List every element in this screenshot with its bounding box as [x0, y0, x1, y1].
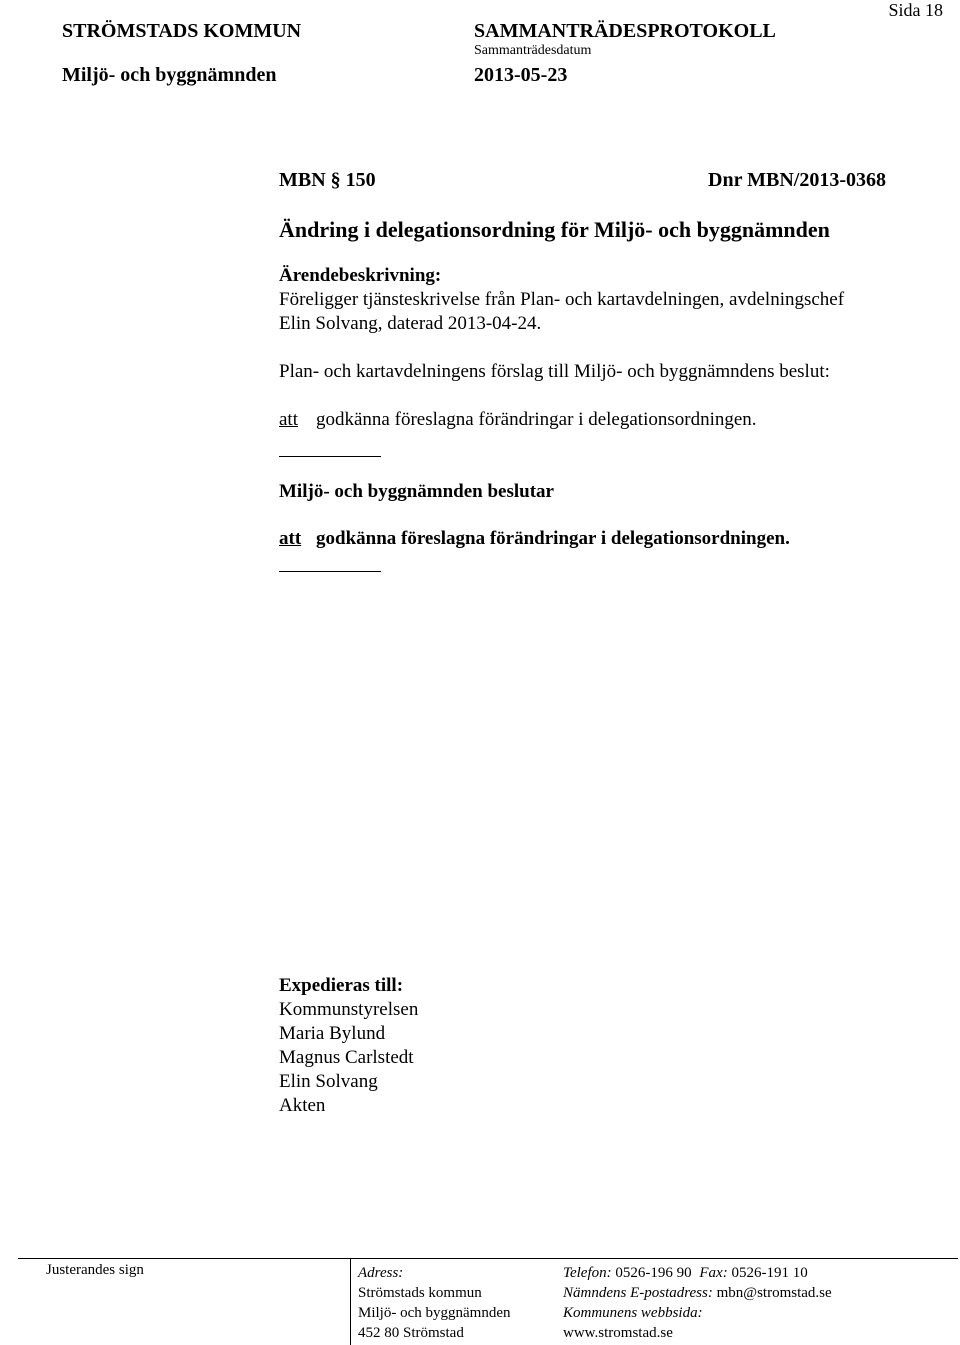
contact-line-email	[563, 1285, 832, 1302]
proposal-intro: Plan- och kartavdelningens förslag till Miljö- och byggnämndens beslut:	[279, 361, 830, 382]
recipient: Kommunstyrelsen	[279, 999, 419, 1020]
committee-name: Miljö- och byggnämnden	[62, 64, 277, 86]
proposal-text: godkänna föreslagna förändringar i delegationsordningen.	[316, 409, 757, 430]
footer-rule	[18, 1258, 958, 1259]
address-label: Adress:	[358, 1265, 404, 1281]
recipient: Elin Solvang	[279, 1071, 378, 1092]
address-line: Miljö- och byggnämnden	[358, 1305, 511, 1321]
recipient: Maria Bylund	[279, 1023, 386, 1044]
description-line-2: Elin Solvang, daterad 2013-04-24.	[279, 313, 542, 334]
separator-line	[279, 456, 381, 457]
date-label: Sammanträdesdatum	[474, 43, 592, 58]
decision-heading: Miljö- och byggnämnden beslutar	[279, 481, 554, 502]
case-dnr: Dnr MBN/2013-0368	[708, 169, 886, 191]
phone-label: Telefon:	[563, 1265, 612, 1281]
footer-divider	[350, 1258, 351, 1345]
decision-att: att	[279, 528, 302, 549]
separator-line	[279, 571, 381, 572]
description-heading: Ärendebeskrivning:	[279, 265, 442, 286]
address-line: 452 80 Strömstad	[358, 1325, 464, 1341]
web-label: Kommunens webbsida:	[563, 1305, 703, 1321]
municipality-name: STRÖMSTADS KOMMUN	[62, 20, 302, 42]
protocol-title: SAMMANTRÄDESPROTOKOLL	[474, 20, 776, 42]
case-title: Ändring i delegationsordning för Miljö- och byggnämnden	[279, 217, 830, 242]
email-label: Nämndens E-postadress:	[563, 1285, 713, 1301]
fax-label: Fax:	[699, 1265, 728, 1281]
recipient: Magnus Carlstedt	[279, 1047, 414, 1068]
web-link[interactable]: www.stromstad.se	[563, 1325, 673, 1341]
email-value[interactable]: mbn@stromstad.se	[716, 1285, 832, 1301]
case-number: MBN § 150	[279, 169, 376, 191]
page-number: Sida 18	[888, 0, 943, 20]
address-line: Strömstads kommun	[358, 1285, 482, 1301]
recipient: Akten	[279, 1095, 326, 1116]
meeting-date: 2013-05-23	[474, 64, 568, 86]
contact-line-phone	[563, 1265, 808, 1282]
description-line-1: Föreligger tjänsteskrivelse från Plan- och kartavdelningen, avdelningschef	[279, 289, 845, 310]
decision-text: godkänna föreslagna förändringar i delegationsordningen.	[316, 528, 790, 549]
distribution-heading: Expedieras till:	[279, 975, 404, 996]
proposal-att: att	[279, 409, 298, 430]
sign-label: Justerandes sign	[46, 1262, 144, 1278]
phone-value: 0526-196 90	[615, 1265, 692, 1281]
fax-value: 0526-191 10	[731, 1265, 808, 1281]
